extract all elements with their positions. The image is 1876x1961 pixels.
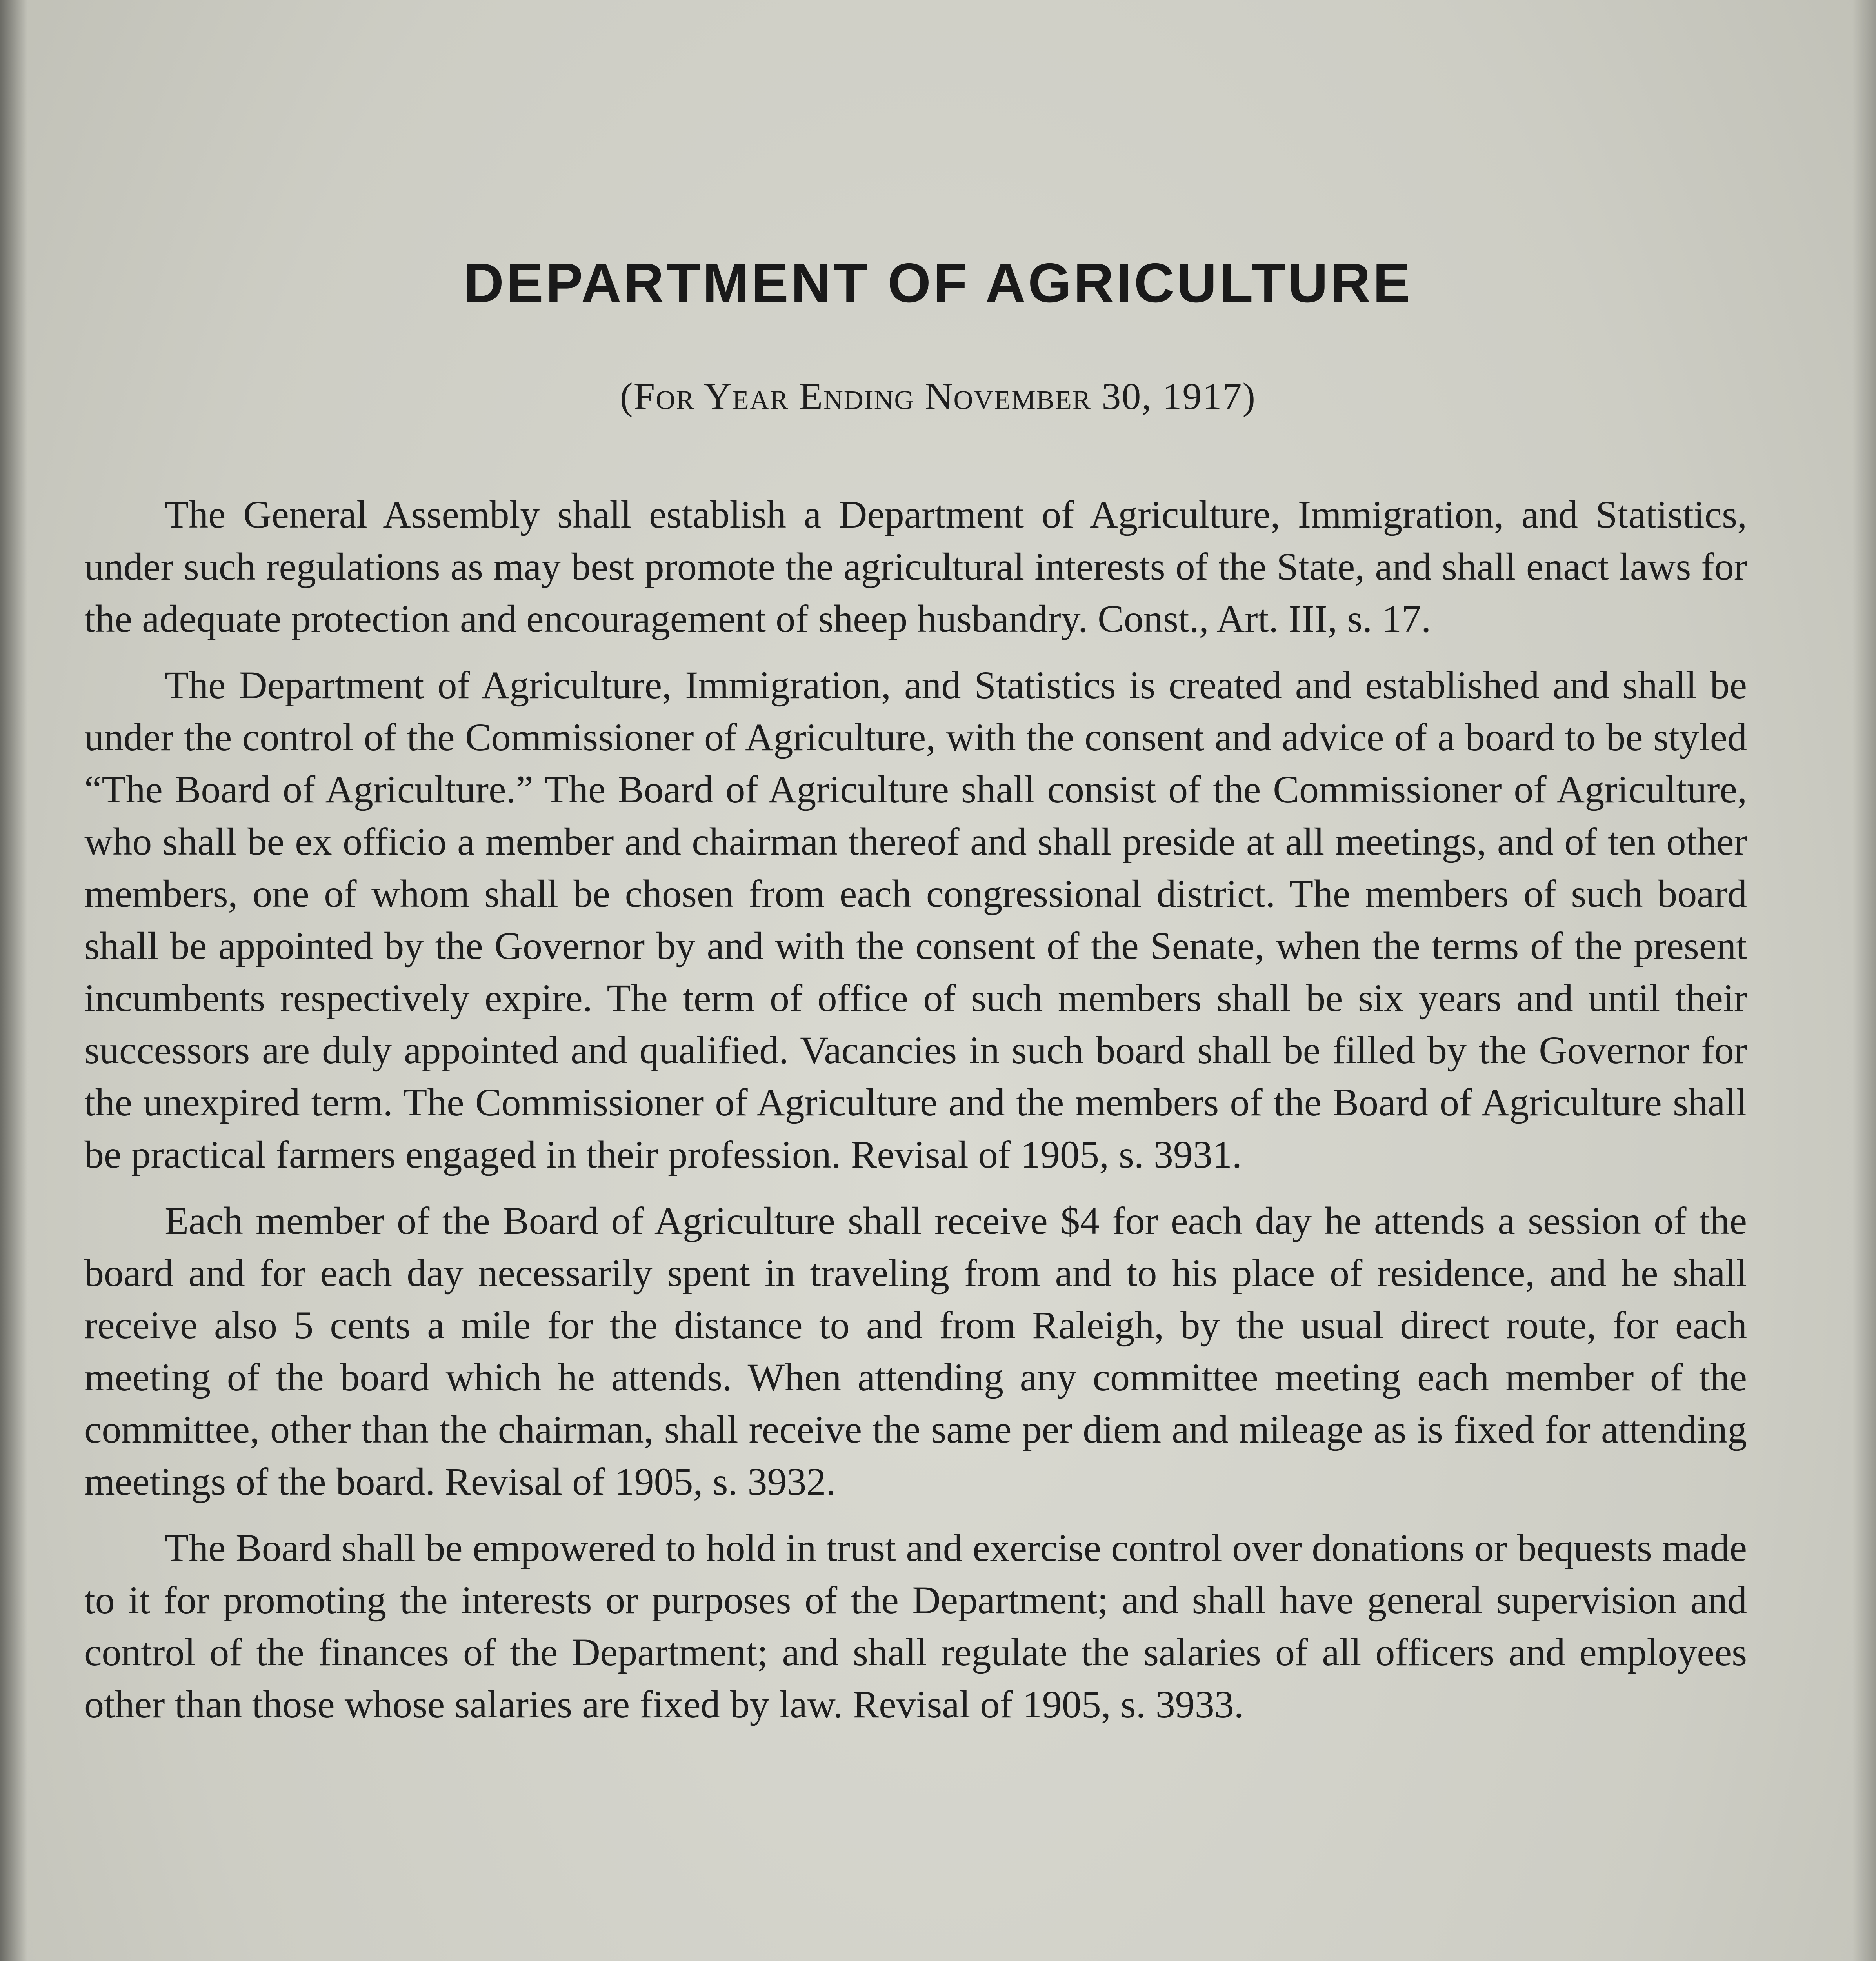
- body-text: [84, 488, 1747, 1745]
- paragraph: The General Assembly shall establish a Department of Agriculture, Immigration, and Statistics, under such regulations as may best promote the agricultural interests of the State, and shall enact laws for the adequate protection and encouragement of sheep husbandry. Const., Art. III, s. 17.: [84, 493, 1747, 640]
- paragraph: Each member of the Board of Agriculture shall receive $4 for each day he attends a session of the board and for each day necessarily spent in traveling from and to his place of residence, and he shall receive also 5 cents a mile for the distance to and from Raleigh, by the usual direct route, for each meeting of the board which he attends. When attending any committee meeting each member of the committee, other than the chairman, shall receive the same per diem and mileage as is fixed for attending meetings of the board. Revisal of 1905, s. 3932.: [84, 1199, 1747, 1503]
- paragraph: The Board shall be empowered to hold in trust and exercise control over donations or bequests made to it for promoting the interests or purposes of the Department; and shall have general supervision and control of the finances of the Department; and shall regulate the salaries of all officers and employees other than those whose salaries are fixed by law. Revisal of 1905, s. 3933.: [84, 1526, 1747, 1726]
- page-subtitle: (For Year Ending November 30, 1917): [620, 375, 1256, 418]
- paragraph: The Department of Agriculture, Immigration, and Statistics is created and established and shall be under the control of the Commissioner of Agriculture, with the consent and advice of a board to be styled “The Board of Agriculture.” The Board of Agriculture shall consist of the Commissioner of Agriculture, who shall be ex officio a member and chairman thereof and shall preside at all meetings, and of ten other members, one of whom shall be chosen from each congressional district. The members of such board shall be appointed by the Governor by and with the consent of the Senate, when the terms of the present incumbents respectively expire. The term of office of such members shall be six years and until their successors are duly appointed and qualified. Vacancies in such board shall be filled by the Governor for the unexpired term. The Commissioner of Agriculture and the members of the Board of Agriculture shall be practical farmers engaged in their profession. Revisal of 1905, s. 3931.: [84, 663, 1747, 1176]
- page-title: DEPARTMENT OF AGRICULTURE: [464, 252, 1412, 314]
